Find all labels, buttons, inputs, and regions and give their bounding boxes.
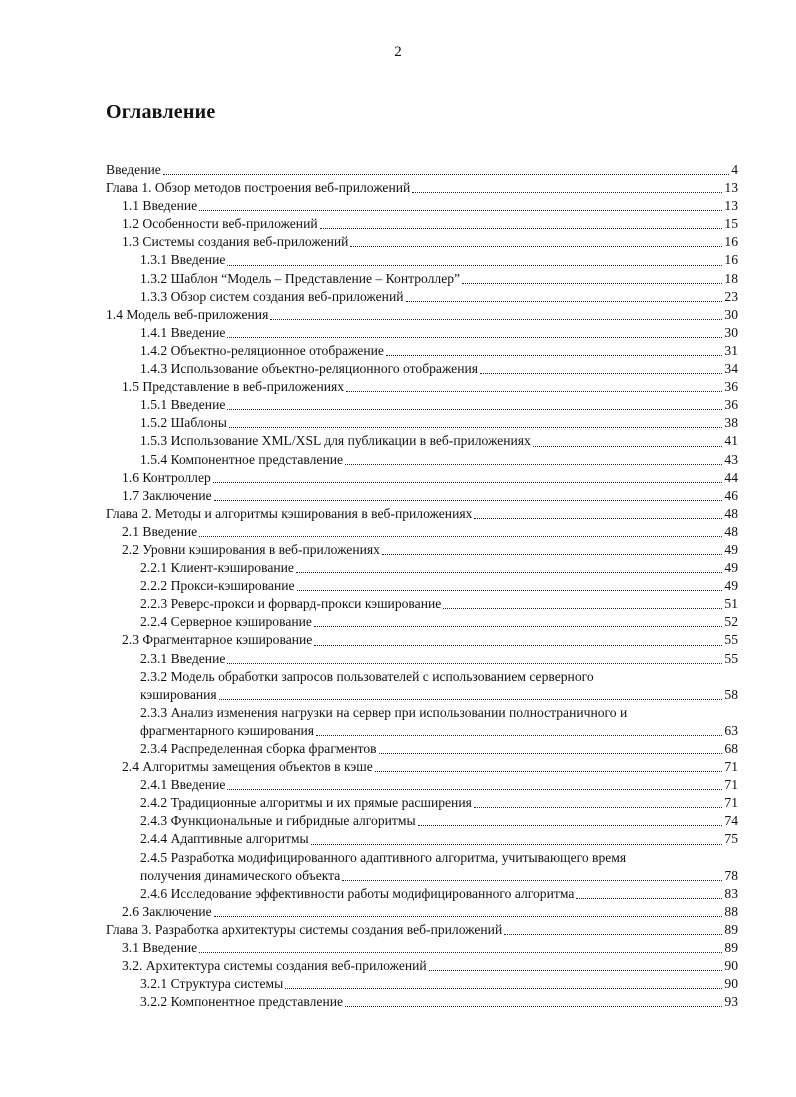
toc-entry[interactable] — [106, 885, 738, 903]
toc-entry[interactable] — [106, 830, 738, 848]
toc-entry-title: 1.6 Контроллер — [122, 469, 211, 485]
toc-entry-page: 49 — [724, 560, 738, 576]
toc-entry-page: 75 — [724, 831, 738, 847]
toc-entry[interactable] — [106, 432, 738, 450]
toc-entry-title: 2.4.4 Адаптивные алгоритмы — [140, 831, 309, 847]
toc-entry-page: 23 — [724, 288, 738, 304]
toc-entry-page: 31 — [724, 342, 738, 358]
toc-entry[interactable] — [106, 505, 738, 523]
toc-entry-page: 90 — [724, 976, 738, 992]
toc-entry-title: 1.5.2 Шаблоны — [140, 415, 227, 431]
toc-entry-page: 58 — [724, 686, 738, 702]
toc-entry[interactable] — [106, 758, 738, 776]
toc-entry[interactable] — [106, 414, 738, 432]
toc-entry-title: 1.5.1 Введение — [140, 397, 226, 413]
dot-leader — [386, 355, 722, 356]
toc-entry-title: 1.3.2 Шаблон “Модель – Представление – Контроллер” — [140, 270, 461, 286]
toc-entry-continuation-line — [140, 722, 738, 740]
toc-entry-title: Глава 3. Разработка архитектуры системы создания веб-приложений — [106, 921, 503, 937]
dot-leader — [311, 844, 723, 845]
toc-entry[interactable] — [106, 270, 738, 288]
toc-entry-page: 71 — [724, 795, 738, 811]
dot-leader — [474, 807, 723, 808]
toc-entry[interactable] — [106, 487, 738, 505]
toc-entry-title: 2.3 Фрагментарное кэширование — [122, 632, 313, 648]
dot-leader — [576, 898, 722, 899]
toc-entry-page: 49 — [724, 578, 738, 594]
toc-entry-page: 34 — [724, 361, 738, 377]
table-of-contents — [106, 161, 738, 1011]
toc-entry[interactable] — [106, 704, 738, 740]
dot-leader — [379, 753, 723, 754]
toc-entry-title: 2.2.1 Клиент-кэширование — [140, 560, 294, 576]
toc-entry-page: 68 — [724, 741, 738, 756]
toc-entry[interactable] — [106, 921, 738, 939]
toc-entry-page: 30 — [724, 306, 738, 322]
toc-entry-title: 2.2.4 Серверное кэширование — [140, 614, 312, 630]
toc-entry-page: 36 — [724, 379, 738, 395]
toc-entry[interactable] — [106, 251, 738, 269]
toc-entry[interactable] — [106, 306, 738, 324]
dot-leader — [227, 663, 722, 664]
dot-leader — [350, 246, 722, 247]
toc-entry[interactable] — [106, 288, 738, 306]
toc-entry-title: 3.2.2 Компонентное представление — [140, 994, 344, 1010]
toc-entry-title: 2.2.2 Прокси-кэширование — [140, 578, 295, 594]
toc-entry-title: 1.4 Модель веб-приложения — [106, 306, 269, 322]
toc-entry[interactable] — [106, 595, 738, 613]
dot-leader — [199, 536, 722, 537]
dot-leader — [345, 464, 722, 465]
toc-entry-title: 2.4 Алгоритмы замещения объектов в кэше — [122, 759, 373, 775]
dot-leader — [199, 210, 722, 211]
toc-entry-title: 2.3.3 Анализ изменения нагрузки на сервер при использовании полностраничного и — [140, 704, 628, 720]
toc-entry[interactable] — [106, 776, 738, 794]
toc-entry-page: 55 — [724, 650, 738, 666]
dot-leader — [314, 626, 722, 627]
toc-entry-title: 3.1 Введение — [122, 940, 198, 956]
toc-entry-title: 1.5.3 Использование XML/XSL для публикации в веб-приложениях — [140, 433, 531, 449]
toc-entry[interactable] — [106, 215, 738, 233]
dot-leader — [199, 952, 722, 953]
toc-entry[interactable] — [106, 849, 738, 885]
toc-entry-title: 1.4.3 Использование объектно-реляционного отображения — [140, 361, 479, 377]
toc-entry[interactable] — [106, 541, 738, 559]
toc-entry-title: 1.3 Системы создания веб-приложений — [122, 234, 349, 250]
dot-leader — [214, 916, 723, 917]
toc-entry[interactable] — [106, 740, 738, 758]
toc-entry[interactable] — [106, 812, 738, 830]
toc-entry[interactable] — [106, 668, 738, 704]
toc-entry-page: 63 — [724, 722, 738, 738]
toc-entry-page: 83 — [724, 885, 738, 901]
dot-leader — [229, 427, 723, 428]
toc-entry-page: 89 — [724, 940, 738, 956]
toc-entry-title: 2.4.1 Введение — [140, 777, 226, 793]
toc-entry-page: 93 — [724, 994, 738, 1010]
toc-entry-page: 48 — [724, 523, 738, 539]
toc-entry-title: 2.2 Уровни кэширования в веб-приложениях — [122, 541, 380, 557]
toc-entry-title: 1.7 Заключение — [122, 487, 212, 503]
toc-entry-title: 2.3.4 Распределенная сборка фрагментов — [140, 741, 377, 756]
toc-entry-title-continuation: кэширования — [140, 686, 217, 702]
toc-entry-title: 1.2 Особенности веб-приложений — [122, 216, 318, 232]
toc-entry-title: 2.4.6 Исследование эффективности работы модифицированного алгоритма — [140, 885, 575, 901]
toc-entry-title: 1.1 Введение — [122, 198, 198, 214]
dot-leader — [406, 301, 723, 302]
toc-entry-page: 49 — [724, 541, 738, 557]
dot-leader — [504, 934, 722, 935]
dot-leader — [270, 319, 722, 320]
toc-entry[interactable] — [106, 939, 738, 957]
toc-entry[interactable] — [106, 975, 738, 993]
toc-entry-page: 46 — [724, 487, 738, 503]
page-number: 2 — [394, 44, 402, 60]
toc-entry[interactable] — [106, 324, 738, 342]
dot-leader — [412, 192, 722, 193]
dot-leader — [219, 699, 723, 700]
toc-entry[interactable] — [106, 342, 738, 360]
toc-entry-continuation-line — [140, 867, 738, 885]
dot-leader — [316, 735, 722, 736]
dot-leader — [227, 789, 722, 790]
toc-entry-page: 43 — [724, 451, 738, 467]
toc-entry[interactable] — [106, 903, 738, 921]
toc-entry-page: 18 — [724, 270, 738, 286]
dot-leader — [443, 608, 722, 609]
toc-entry-title: 2.6 Заключение — [122, 903, 212, 919]
toc-entry-page: 16 — [724, 234, 738, 250]
toc-entry-page: 15 — [724, 216, 738, 232]
toc-entry-page: 74 — [724, 813, 738, 829]
toc-entry-title: 1.5.4 Компонентное представление — [140, 451, 344, 467]
toc-entry[interactable] — [106, 650, 738, 668]
toc-entry-page: 38 — [724, 415, 738, 431]
toc-entry-page: 71 — [724, 759, 738, 775]
toc-entry[interactable] — [106, 161, 738, 179]
dot-leader — [227, 337, 722, 338]
toc-entry-title: 2.1 Введение — [122, 523, 198, 539]
toc-entry-title: 1.3.1 Введение — [140, 252, 226, 268]
toc-entry[interactable] — [106, 378, 738, 396]
dot-leader — [342, 880, 722, 881]
toc-entry-title: 1.4.1 Введение — [140, 324, 226, 340]
toc-entry-page: 44 — [724, 469, 738, 485]
toc-entry-page: 4 — [731, 162, 738, 177]
toc-entry-page: 51 — [724, 596, 738, 612]
toc-entry[interactable] — [106, 451, 738, 469]
dot-leader — [296, 572, 722, 573]
toc-entry[interactable] — [106, 957, 738, 975]
toc-entry-title: 2.4.5 Разработка модифицированного адаптивного алгоритма, учитывающего время — [140, 849, 627, 865]
dot-leader — [285, 988, 722, 989]
toc-entry-title: 2.4.3 Функциональные и гибридные алгоритмы — [140, 813, 416, 829]
toc-entry[interactable] — [106, 993, 738, 1011]
toc-entry[interactable] — [106, 469, 738, 487]
toc-entry-page: 16 — [724, 252, 738, 268]
dot-leader — [214, 500, 723, 501]
toc-entry-title: 2.3.1 Введение — [140, 650, 226, 666]
page-title: Оглавление — [106, 101, 216, 123]
toc-entry-page: 55 — [724, 632, 738, 648]
toc-entry-title: Глава 2. Методы и алгоритмы кэширования в веб-приложениях — [106, 505, 473, 521]
toc-entry[interactable] — [106, 577, 738, 595]
toc-entry[interactable] — [106, 631, 738, 649]
toc-entry[interactable] — [106, 233, 738, 251]
dot-leader — [345, 1006, 722, 1007]
dot-leader — [533, 446, 723, 447]
toc-entry-title: 1.4.2 Объектно-реляционное отображение — [140, 342, 384, 358]
toc-entry-page: 52 — [724, 614, 738, 630]
toc-entry-page: 30 — [724, 324, 738, 340]
toc-entry[interactable] — [106, 396, 738, 414]
toc-entry-title: Глава 1. Обзор методов построения веб-приложений — [106, 180, 411, 196]
toc-entry[interactable] — [106, 523, 738, 541]
dot-leader — [462, 283, 722, 284]
toc-entry-title: 3.2.1 Структура системы — [140, 976, 284, 992]
dot-leader — [320, 228, 723, 229]
toc-entry-page: 48 — [724, 505, 738, 521]
dot-leader — [418, 825, 723, 826]
dot-leader — [227, 265, 722, 266]
toc-entry-title: 1.5 Представление в веб-приложениях — [122, 379, 345, 395]
dot-leader — [429, 970, 723, 971]
dot-leader — [163, 174, 729, 175]
dot-leader — [297, 590, 723, 591]
toc-entry-title: 2.3.2 Модель обработки запросов пользователей с использованием серверного — [140, 668, 594, 684]
dot-leader — [213, 482, 723, 483]
toc-entry[interactable] — [106, 360, 738, 378]
toc-entry-page: 89 — [724, 921, 738, 937]
toc-entry-page: 90 — [724, 958, 738, 974]
toc-entry-title: 2.2.3 Реверс-прокси и форвард-прокси кэширование — [140, 596, 442, 612]
toc-entry-continuation-line — [140, 686, 738, 704]
toc-entry-title: 1.3.3 Обзор систем создания веб-приложений — [140, 288, 404, 304]
toc-entry[interactable] — [106, 794, 738, 812]
toc-entry[interactable] — [106, 197, 738, 215]
toc-entry[interactable] — [106, 613, 738, 631]
toc-entry-title: Введение — [106, 162, 161, 177]
dot-leader — [375, 771, 723, 772]
dot-leader — [346, 391, 722, 392]
toc-entry-page: 71 — [724, 777, 738, 793]
toc-entry[interactable] — [106, 559, 738, 577]
toc-entry-page: 41 — [724, 433, 738, 449]
toc-entry-page: 78 — [724, 867, 738, 883]
toc-entry[interactable] — [106, 179, 738, 197]
toc-entry-page: 13 — [724, 198, 738, 214]
dot-leader — [474, 518, 722, 519]
dot-leader — [227, 409, 722, 410]
dot-leader — [314, 645, 722, 646]
toc-entry-title: 2.4.2 Традиционные алгоритмы и их прямые расширения — [140, 795, 472, 811]
dot-leader — [382, 554, 722, 555]
toc-entry-title-continuation: фрагментарного кэширования — [140, 722, 315, 738]
toc-entry-page: 36 — [724, 397, 738, 413]
dot-leader — [480, 373, 722, 374]
toc-entry-title-continuation: получения динамического объекта — [140, 867, 341, 883]
toc-entry-title: 3.2. Архитектура системы создания веб-приложений — [122, 958, 427, 974]
toc-entry-page: 13 — [724, 180, 738, 196]
toc-entry-page: 88 — [724, 903, 738, 919]
